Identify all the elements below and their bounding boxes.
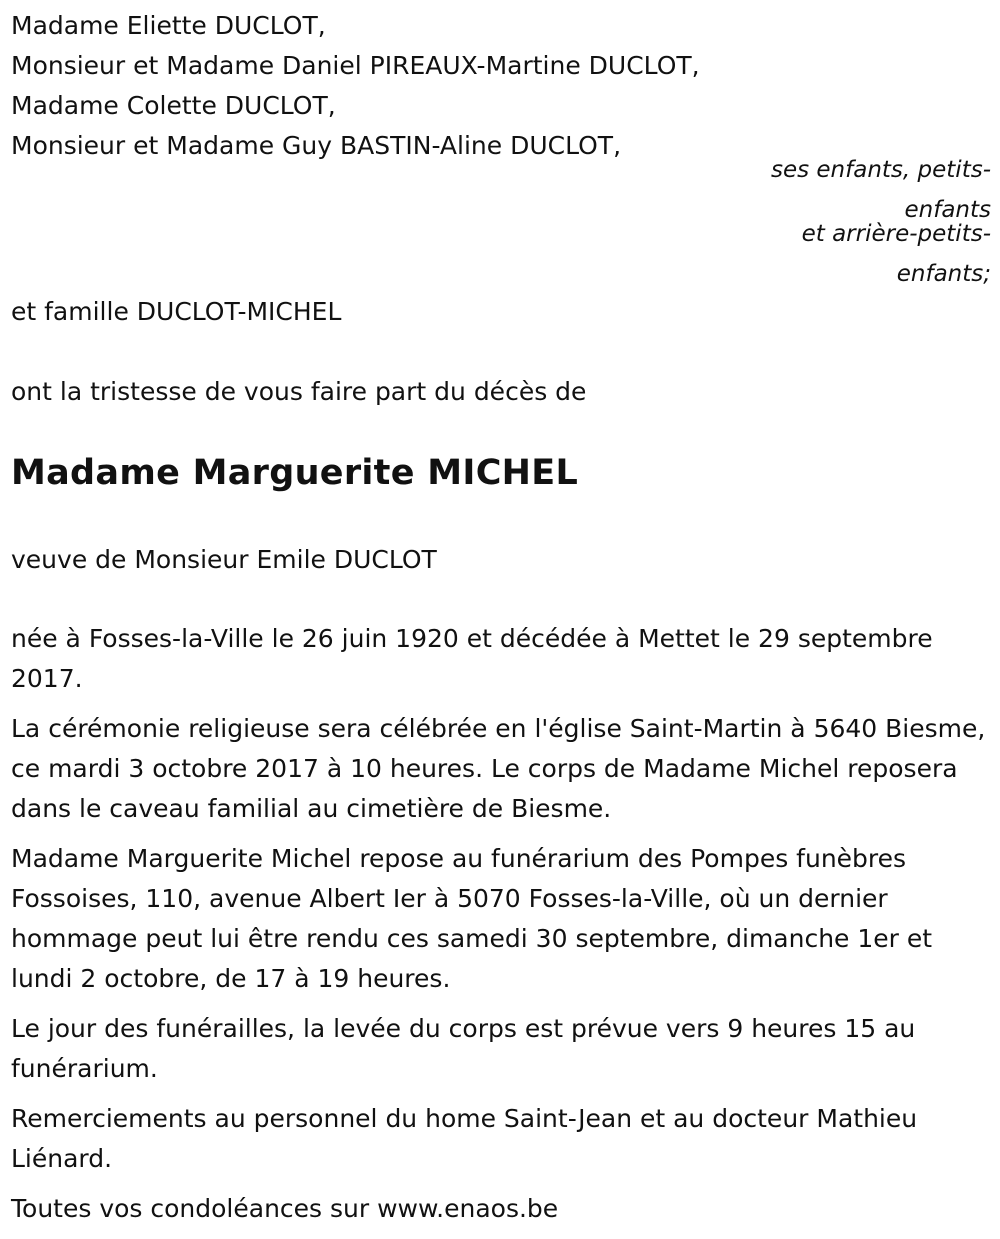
family-name-line: et famille DUCLOT-MICHEL: [11, 297, 342, 326]
relation-great-grandchildren: [741, 214, 991, 294]
family-line: Madame Colette DUCLOT,: [11, 91, 336, 120]
birth-death-paragraph: née à Fosses-la-Ville le 26 juin 1920 et décédée à Mettet le 29 septembre 2017.: [11, 624, 933, 693]
family-line: Monsieur et Madame Guy BASTIN-Aline DUCLOT,: [11, 131, 622, 160]
thanks-paragraph: Remerciements au personnel du home Saint-Jean et au docteur Mathieu Liénard.: [11, 1104, 918, 1173]
funeral-home-paragraph: Madame Marguerite Michel repose au funérarium des Pompes funèbres Fossoises, 110, avenue Albert Ier à 5070 Fosses-la-Ville, où un dernier hommage peut lui être rendu ces samedi 30 septembre, dimanche 1er et lundi 2 octobre, de 17 à 19 heures.: [11, 844, 933, 993]
intro-line: ont la tristesse de vous faire part du décès de: [11, 377, 587, 406]
family-line: Monsieur et Madame Daniel PIREAUX-Martine DUCLOT,: [11, 51, 700, 80]
notice-paragraphs: [11, 619, 991, 1239]
obituary-notice: [11, 0, 991, 166]
relation-great-line1: et arrière-petits-: [801, 221, 991, 247]
ceremony-paragraph: La cérémonie religieuse sera célébrée en l'église Saint-Martin à 5640 Biesme, ce mardi 3 octobre 2017 à 10 heures. Le corps de Madame Michel reposera dans le caveau familial au cimetière de Biesme.: [11, 714, 986, 823]
relation-great-line2: enfants;: [896, 261, 991, 287]
family-line: Madame Eliette DUCLOT,: [11, 11, 326, 40]
family-list: [11, 6, 991, 166]
widow-of-line: veuve de Monsieur Emile DUCLOT: [11, 545, 437, 574]
departure-paragraph: Le jour des funérailles, la levée du corps est prévue vers 9 heures 15 au funérarium.: [11, 1014, 916, 1083]
relation-children-line1: ses enfants, petits-: [770, 157, 991, 183]
relation-children-line2: enfants: [904, 197, 991, 223]
condolences-paragraph: Toutes vos condoléances sur www.enaos.be: [11, 1194, 559, 1223]
deceased-name: Madame Marguerite MICHEL: [11, 453, 579, 493]
